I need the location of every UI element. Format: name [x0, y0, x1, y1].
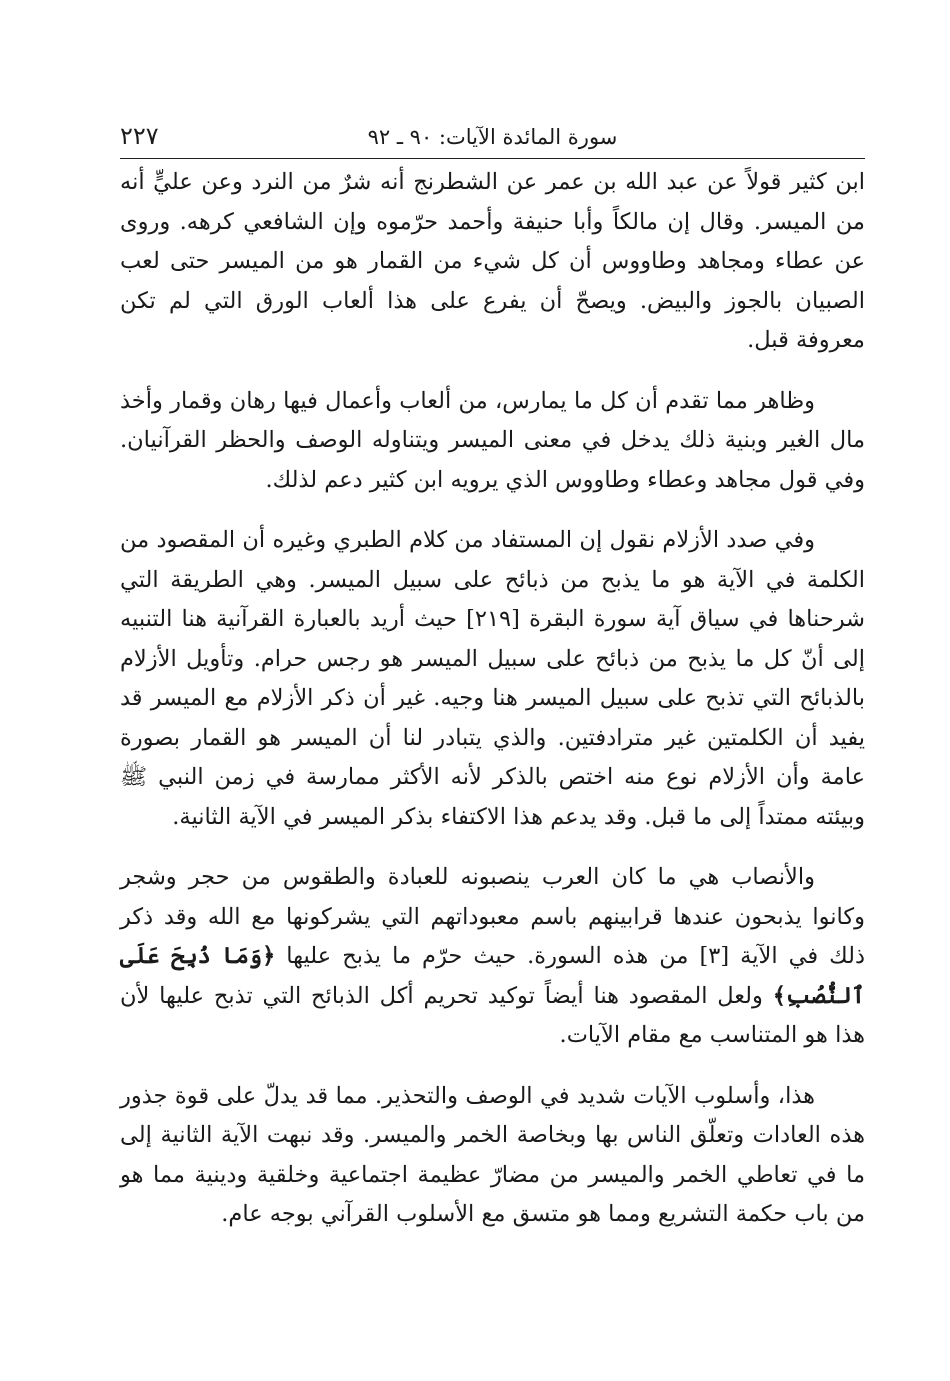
paragraph-gambling-meaning: وظاهر مما تقدم أن كل ما يمارس، من ألعاب وأعمال فيها رهان وقمار وأخذ مال الغير وبنية ذلك يدخل في معنى الميسر ويتناوله الوصف والحظر القرآنيان. وفي قول مجاهد وعطاء وطاووس الذي يرويه ابن كثير دعم لذلك. [120, 387, 865, 493]
paragraph-ansab-text-after: ولعل المقصود هنا أيضاً توكيد تحريم أكل الذبائح التي تذبح عليها لأن هذا هو المتناسب مع مقام الآيات. [120, 982, 865, 1048]
page-number: ٢٢٧ [120, 122, 159, 150]
paragraph-azlam: وفي صدد الأزلام نقول إن المستفاد من كلام الطبري وغيره أن المقصود من الكلمة في الآية هو ما يذبح من ذبائح على سبيل الميسر. وهي الطريقة التي شرحناها في سياق آية سورة البقرة [٢١٩] حيث أريد بالعبارة القرآنية هنا التنبيه إلى أنّ كل ما يذبح من ذبائح على سبيل الميسر هو رجس حرام. وتأويل الأزلام بالذبائح التي تذبح على سبيل الميسر هنا وجيه. غير أن ذكر الأزلام مع الميسر قد يفيد أن الكلمتين غير مترادفتين. والذي يتبادر لنا أن الميسر هو القمار بصورة عامة وأن الأزلام نوع منه اختص بالذكر لأنه الأكثر ممارسة في زمن النبي ﷺ وبيئته ممتداً إلى ما قبل. وقد يدعم هذا الاكتفاء بذكر الميسر في الآية الثانية. [120, 527, 865, 830]
body-text [120, 163, 865, 1235]
quran-verse-quote: ﴿وَمَا ذُبِحَ عَلَى ٱلنُّصُبِ﴾ [120, 943, 865, 1009]
paragraph-continued: ابن كثير قولاً عن عبد الله بن عمر عن الشطرنج أنه شرٌ من النرد وعن عليٍّ أنه من الميسر. وقال إن مالكاً وأبا حنيفة وأحمد حرّموه وإن الشافعي كرهه. وروى عن عطاء ومجاهد وطاووس أن كل شيء من القمار هو من الميسر حتى لعب الصبيان بالجوز والبيض. ويصحّ أن يفرع على هذا ألعاب الورق التي لم تكن معروفة قبل. [120, 169, 865, 353]
paragraph-ansab [120, 858, 865, 1056]
paragraph-style-of-verses: هذا، وأسلوب الآيات شديد في الوصف والتحذير. مما قد يدلّ على قوة جذور هذه العادات وتعلّق الناس بها وبخاصة الخمر والميسر. وقد نبهت الآية الثانية إلى ما في تعاطي الخمر والميسر من مضارّ عظيمة اجتماعية وخلقية ودينية مما هو من باب حكمة التشريع ومما هو متسق مع الأسلوب القرآني بوجه عام. [120, 1082, 865, 1227]
running-header [120, 120, 865, 159]
running-title: سورة المائدة الآيات: ٩٠ ـ ٩٢ [367, 125, 618, 149]
paragraph-ansab-text-before: والأنصاب هي ما كان العرب ينصبونه للعبادة والطقوس من حجر وشجر وكانوا يذبحون عندها قرابينهم باسم معبوداتهم التي يشركونها مع الله وقد ذكر ذلك في الآية [٣] من هذه السورة. حيث حرّم ما يذبح عليها [120, 864, 865, 969]
